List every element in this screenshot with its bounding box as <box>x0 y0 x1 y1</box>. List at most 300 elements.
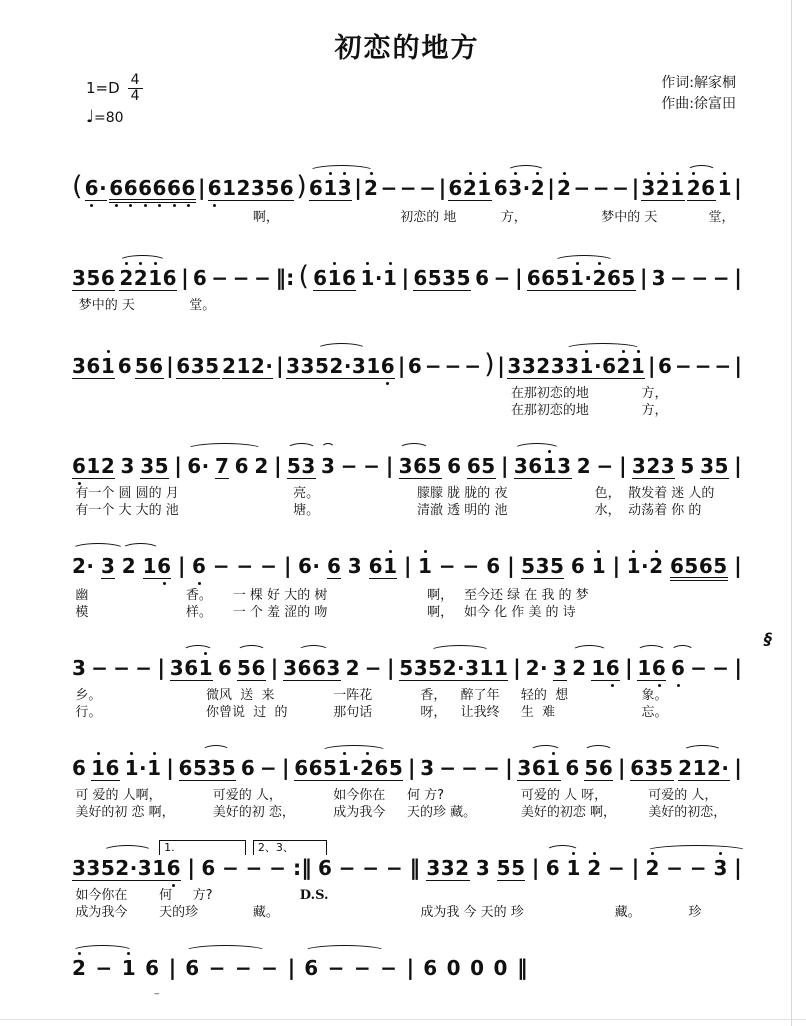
note: 3 <box>100 554 116 578</box>
note: 3 <box>465 656 480 680</box>
notation-row <box>72 336 742 386</box>
phrase-paren <box>296 173 307 200</box>
note: 2 <box>455 856 470 880</box>
note-group <box>313 268 356 291</box>
lyric-fragment: 啊， <box>427 588 454 603</box>
note: − <box>690 656 708 680</box>
note: 1 <box>626 554 642 578</box>
note: 6 <box>117 354 133 378</box>
note: 6 <box>541 266 556 290</box>
note-group <box>85 178 108 201</box>
note: 6 <box>486 554 501 578</box>
note-group <box>399 658 508 681</box>
note: − <box>712 266 731 290</box>
lyric-fragment: 忘。 <box>641 705 668 720</box>
note-group <box>135 356 164 379</box>
barline: | <box>734 756 742 780</box>
lyric-fragment: 可爱的 人， <box>212 788 282 803</box>
lyric-fragment: 在那初恋的地 <box>510 386 589 401</box>
barline: ‖ <box>409 856 421 880</box>
note-group <box>675 356 692 376</box>
lyric-fragment: 堂。 <box>189 298 216 313</box>
music-system <box>72 441 742 520</box>
note-group <box>209 958 226 978</box>
lyric-fragment: 乡。 <box>75 688 102 703</box>
note: ) <box>484 349 495 380</box>
barline: | <box>618 454 627 478</box>
note: 6 <box>605 656 621 680</box>
note: 2 <box>254 454 269 478</box>
note: 6 <box>298 554 313 578</box>
note: 5 <box>205 354 220 378</box>
note: 2 <box>121 554 137 578</box>
note: − <box>493 266 511 290</box>
barline: | <box>734 856 742 880</box>
note: 1 <box>148 266 163 290</box>
note: 1 <box>479 656 494 680</box>
note: 6 <box>162 266 178 290</box>
note: 6 <box>466 454 482 478</box>
barline: | <box>734 656 742 680</box>
music-system <box>72 248 742 315</box>
barline: | <box>617 756 626 780</box>
quarter-note-icon: ♩ <box>86 107 95 128</box>
barline: | <box>547 176 555 200</box>
lyrics-row <box>72 688 742 705</box>
note: 3 <box>475 856 491 880</box>
note-group <box>470 958 484 978</box>
note-group <box>692 268 709 288</box>
lyric-fragment: 样。 <box>185 605 212 620</box>
note: 2 <box>119 266 134 290</box>
barline: | <box>514 266 523 290</box>
note: 2 <box>646 454 661 478</box>
note: 5 <box>134 354 150 378</box>
note-group <box>680 456 694 476</box>
barline: | <box>531 856 540 880</box>
lyric-fragment: 美好的初 恋 啊， <box>75 805 175 820</box>
lyric-fragment: 何 方? <box>407 788 445 803</box>
lyric-fragment: 清澈 透 明的 池 <box>417 503 508 518</box>
note-group <box>713 268 730 288</box>
note-group <box>346 658 360 678</box>
lyric-fragment: 美好的初恋 啊， <box>520 805 617 820</box>
note: 6 <box>368 554 384 578</box>
note: 1 <box>327 266 342 290</box>
note-group <box>408 356 422 376</box>
note: 3 <box>507 354 522 378</box>
lyric-fragment: 轻的 想 <box>520 688 569 703</box>
note: 6 <box>181 176 196 200</box>
barline: | <box>507 554 515 578</box>
note-group <box>72 556 95 576</box>
lyrics-row <box>72 298 742 315</box>
notation-row <box>72 629 772 688</box>
note: 3 <box>565 354 580 378</box>
note: − <box>461 756 479 780</box>
note: 1 <box>337 756 352 780</box>
note: 5 <box>621 266 636 290</box>
note-group <box>215 456 229 479</box>
lyric-fragment: 美好的初 恋， <box>212 805 295 820</box>
note-group <box>241 758 255 778</box>
note-group <box>321 456 335 476</box>
note: − <box>269 856 287 880</box>
note-group <box>72 658 86 678</box>
note: 3 <box>72 266 87 290</box>
note: 6 <box>138 176 153 200</box>
note: 3 <box>508 176 523 200</box>
note: 1 <box>91 756 106 780</box>
lyric-fragment: 至今还 绿 在 我 的 梦 <box>463 588 589 603</box>
note-group <box>637 658 666 681</box>
key-tempo-block <box>72 73 143 127</box>
note-group <box>567 858 581 878</box>
note-group <box>208 178 295 201</box>
note-group <box>339 858 356 878</box>
note: 3 <box>286 354 301 378</box>
note: − <box>612 176 630 200</box>
note-group <box>386 858 403 878</box>
note-group <box>565 758 579 778</box>
lyric-fragment: -- <box>154 989 159 999</box>
note: 6 <box>526 266 542 290</box>
note: − <box>353 956 372 980</box>
note: − <box>235 956 253 980</box>
note: − <box>380 956 398 980</box>
music-system <box>72 743 742 822</box>
note-group <box>361 268 398 288</box>
note: 5 <box>521 554 536 578</box>
note: 3 <box>169 656 185 680</box>
note: · <box>540 656 549 680</box>
note: − <box>592 176 611 200</box>
note: − <box>674 354 693 378</box>
note-group <box>72 268 115 291</box>
note: 3 <box>347 554 363 578</box>
note: ( <box>72 171 83 202</box>
note: 2 <box>359 756 375 780</box>
barline: | <box>270 656 279 680</box>
note: 3 <box>651 266 667 290</box>
note-group <box>95 958 112 978</box>
notation-systems <box>72 158 772 1003</box>
note-group <box>584 758 613 781</box>
note: 1 <box>383 266 398 290</box>
note: 6 <box>602 354 617 378</box>
note: 2 <box>707 756 722 780</box>
note: 5 <box>192 756 208 780</box>
barline: | <box>354 176 362 200</box>
note: − <box>691 266 709 290</box>
note: 3 <box>413 656 429 680</box>
note: 6 <box>192 266 208 290</box>
note-group <box>641 178 684 201</box>
music-system <box>72 629 772 722</box>
barline: | <box>275 354 284 378</box>
note: 5 <box>684 554 699 578</box>
note: − <box>113 656 131 680</box>
note: 6 <box>86 354 101 378</box>
note: 6 <box>100 266 116 290</box>
note: 2 <box>236 176 251 200</box>
note: − <box>212 554 231 578</box>
note: 6 <box>308 176 324 200</box>
note: 1 <box>630 354 646 378</box>
note: 6 <box>448 176 463 200</box>
note: 6 <box>528 454 543 478</box>
note-group <box>713 858 727 878</box>
note-group <box>608 858 625 878</box>
lyric-fragment: 如今你在 <box>333 788 386 803</box>
note: − <box>362 856 380 880</box>
lyric-fragment: 方， <box>641 386 668 401</box>
note: 2 <box>536 354 551 378</box>
note: · <box>641 554 650 578</box>
note: 6 <box>185 956 200 980</box>
note: 2 <box>345 656 361 680</box>
note-group <box>380 958 397 978</box>
note: 5 <box>428 656 443 680</box>
note-group <box>283 658 341 681</box>
note-group <box>467 456 496 479</box>
note: 6 <box>413 454 428 478</box>
note-group <box>577 456 591 476</box>
note-group <box>341 456 358 476</box>
music-system <box>72 843 742 922</box>
note: 3 <box>660 454 676 478</box>
time-signature <box>128 73 143 103</box>
lyric-fragment: 方， <box>500 210 527 225</box>
credits-block <box>661 73 742 115</box>
note: 1 <box>86 454 101 478</box>
note: 5 <box>659 756 674 780</box>
note: 1 <box>591 554 607 578</box>
note: 2 <box>525 656 541 680</box>
note: 3 <box>521 354 537 378</box>
note: − <box>399 176 418 200</box>
note-group <box>695 356 712 376</box>
note: 1 <box>566 856 581 880</box>
lyric-fragment: 动荡着 你 的 <box>628 503 702 518</box>
note-group <box>261 958 278 978</box>
note-group <box>712 658 729 678</box>
note: 6 <box>145 956 160 980</box>
note-group <box>592 556 606 576</box>
note-group <box>211 268 228 288</box>
note: 2 <box>649 554 664 578</box>
note: 6 <box>380 354 396 378</box>
score-header <box>72 73 742 137</box>
note-group <box>439 556 456 576</box>
page-edge-right <box>791 0 792 1026</box>
note: 2 <box>645 856 660 880</box>
notation-row <box>72 843 742 888</box>
lyric-fragment: 行。 <box>75 705 102 720</box>
note: · <box>265 354 274 378</box>
lyric-fragment: 一阵花 <box>333 688 373 703</box>
note: 5 <box>265 176 280 200</box>
note: · <box>593 354 603 378</box>
note-group <box>400 178 417 198</box>
note-group <box>521 556 564 579</box>
note: 1 <box>637 656 652 680</box>
note: 6 <box>217 656 233 680</box>
note-group <box>527 268 636 291</box>
note-group <box>254 268 271 288</box>
note: − <box>464 354 482 378</box>
note: 6 <box>166 176 182 200</box>
note: − <box>462 554 480 578</box>
note: 6 <box>201 856 216 880</box>
note: − <box>211 266 229 290</box>
note: 1 <box>477 176 492 200</box>
lyric-fragment: 天的珍 <box>159 905 199 920</box>
barline: | <box>287 956 296 980</box>
note: 3 <box>120 454 135 478</box>
note: 1 <box>100 354 116 378</box>
note-group <box>507 356 645 379</box>
barline: | <box>406 956 415 980</box>
note-group <box>140 456 169 479</box>
note: 5 <box>86 266 101 290</box>
note: − <box>261 956 279 980</box>
note: 6 <box>701 176 716 200</box>
lyric-fragment: 成为我今 <box>75 905 128 920</box>
lyric-fragment: 散发着 迷 人的 <box>628 486 715 501</box>
note: 6 <box>670 554 685 578</box>
phrase-paren <box>484 351 495 378</box>
note-group <box>670 268 687 288</box>
note-group <box>463 556 480 576</box>
note: 0 <box>446 956 462 980</box>
barline: | <box>166 756 174 780</box>
barline: | <box>174 454 182 478</box>
note: − <box>95 956 113 980</box>
note: 2 <box>686 176 702 200</box>
note-group <box>72 858 181 881</box>
note: 3 <box>72 856 87 880</box>
note: 6 <box>72 756 87 780</box>
note-group <box>294 758 403 781</box>
note-group <box>494 958 508 978</box>
note: − <box>232 266 251 290</box>
note: 5 <box>388 756 404 780</box>
note-group <box>445 356 462 376</box>
note: · <box>374 266 384 290</box>
note: 5 <box>550 554 565 578</box>
note: − <box>573 176 591 200</box>
lyric-fragment: 香， <box>420 688 447 703</box>
note-group <box>571 556 585 576</box>
note: − <box>438 554 457 578</box>
note-group <box>399 456 442 479</box>
key-signature: 1=D <box>86 79 120 98</box>
note-group <box>494 178 545 198</box>
note-group <box>121 456 135 476</box>
note: 2 <box>587 856 602 880</box>
note: 1 <box>579 354 594 378</box>
key-signature-line <box>86 73 143 103</box>
lyrics-row <box>72 805 742 822</box>
note: 1 <box>147 756 162 780</box>
note-group <box>678 758 729 781</box>
note-group <box>464 356 481 376</box>
note-group <box>627 556 664 576</box>
note-group <box>420 758 434 778</box>
note: 3 <box>283 656 298 680</box>
barline: | <box>513 656 521 680</box>
note: 6 <box>326 554 342 578</box>
lyrics-row <box>72 486 742 503</box>
note: 1 <box>121 956 137 980</box>
note-group <box>591 658 620 681</box>
lyrics-row <box>72 788 742 805</box>
note: 6 <box>297 656 312 680</box>
note: · <box>721 756 730 780</box>
note: − <box>245 856 263 880</box>
note-group <box>185 958 199 978</box>
note-group <box>179 758 237 781</box>
lyric-fragment: 美好的初恋， <box>648 805 727 820</box>
note: 1 <box>222 176 237 200</box>
note: · <box>312 554 321 578</box>
lyric-fragment: 一 个 羞 涩的 吻 <box>232 605 328 620</box>
note: 6 <box>493 176 509 200</box>
note: 1 <box>717 176 733 200</box>
barline: | <box>401 266 410 290</box>
lyrics-row <box>72 986 528 1003</box>
note: 6 <box>423 956 438 980</box>
notation-row <box>72 248 742 298</box>
note: · <box>584 266 593 290</box>
barline: | <box>187 856 196 880</box>
note-group <box>222 858 239 878</box>
ds-marking: D.S. <box>299 888 329 903</box>
note: 1 <box>418 554 433 578</box>
note: 3 <box>535 554 550 578</box>
note: 2 <box>592 266 607 290</box>
note: · <box>522 176 531 200</box>
note: 6 <box>192 554 207 578</box>
note-group <box>118 356 132 376</box>
note-group <box>666 858 683 878</box>
note: 2 <box>115 856 130 880</box>
lyrics-row <box>72 705 742 722</box>
barline: | <box>734 176 742 200</box>
lyric-fragment: 在那初恋的地 <box>510 403 589 418</box>
lyric-fragment: 象。 <box>641 688 668 703</box>
note-group <box>72 958 86 978</box>
note: 6 <box>407 354 423 378</box>
barline: | <box>734 554 742 578</box>
note-group <box>254 456 268 476</box>
note: 6 <box>651 656 667 680</box>
note: − <box>91 656 109 680</box>
note: 6 <box>84 176 100 200</box>
note-group <box>526 658 549 678</box>
lyric-fragment: 如今你在 <box>75 888 128 903</box>
note: 1 <box>546 756 561 780</box>
note-group <box>260 556 277 576</box>
barline: :‖ <box>292 856 312 880</box>
barline: | <box>631 176 640 200</box>
lyrics-row <box>72 888 742 905</box>
note: 3 <box>557 454 572 478</box>
lyric-fragment: 有一个 大 大的 池 <box>75 503 179 518</box>
note: 1 <box>493 656 509 680</box>
note: 3 <box>644 756 660 780</box>
